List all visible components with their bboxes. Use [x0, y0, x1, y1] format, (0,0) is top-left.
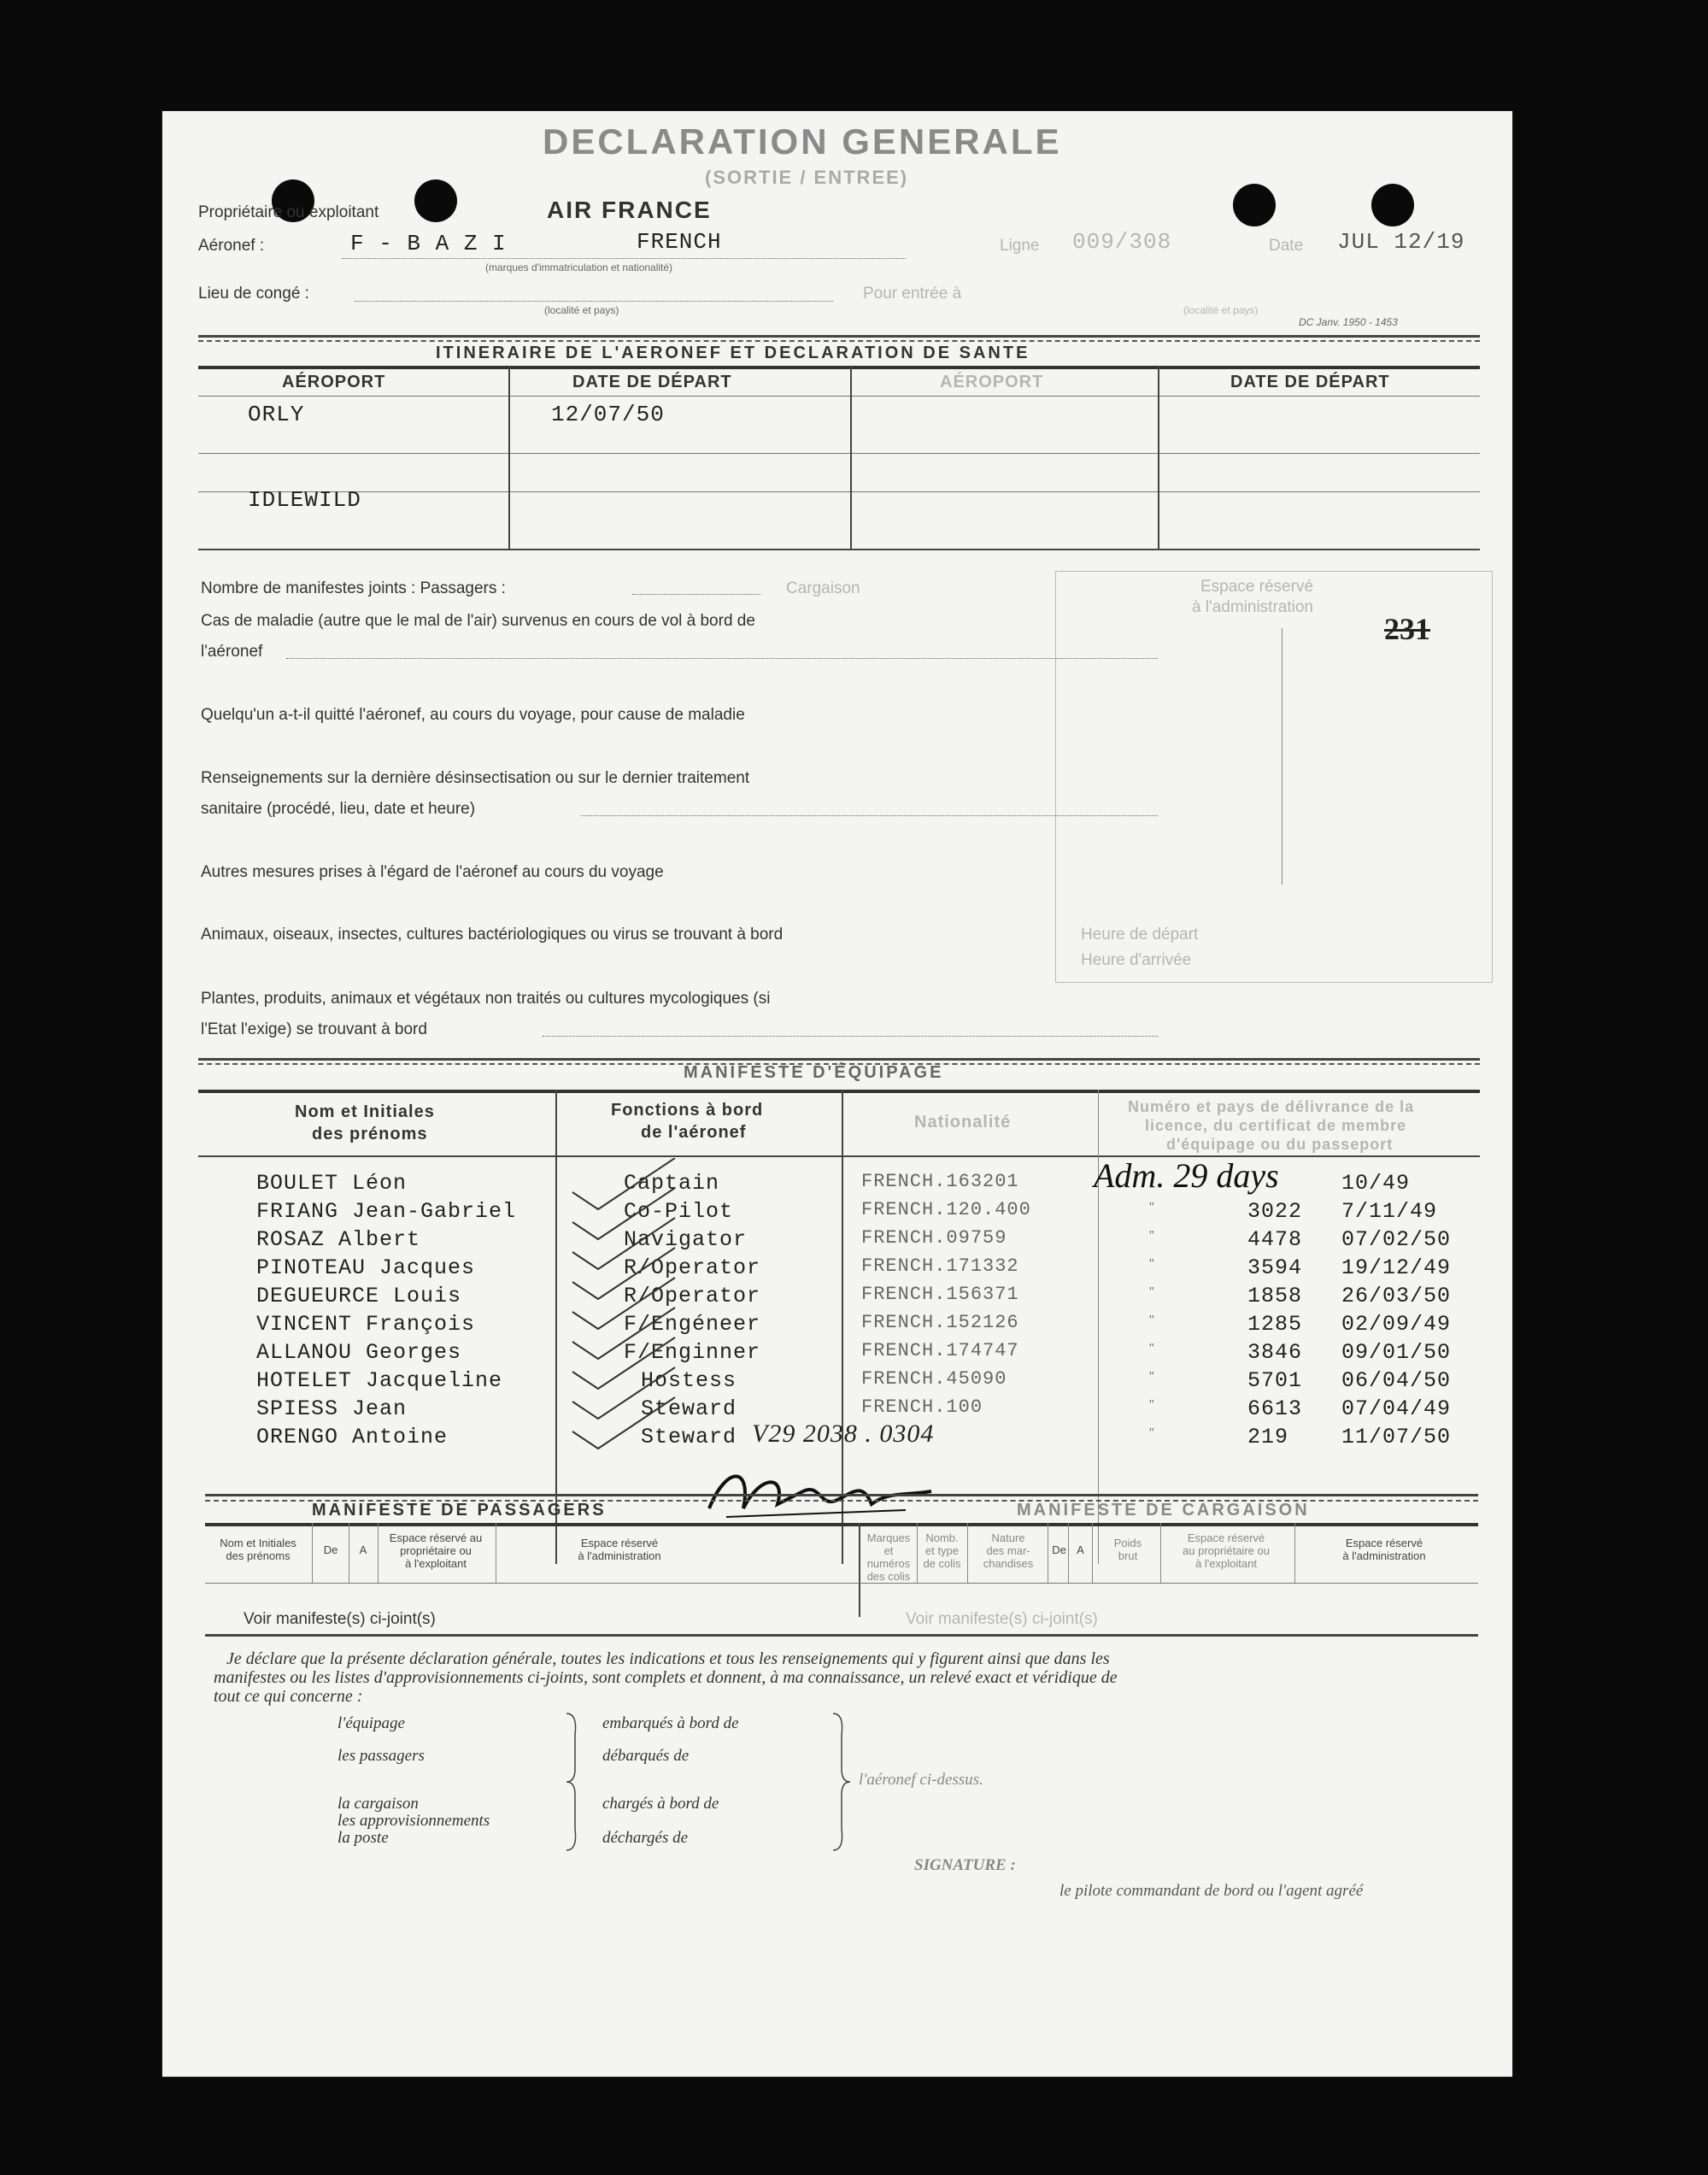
crew-col-name-2: des prénoms [312, 1125, 428, 1143]
crew-nationality: FRENCH.120.400 [861, 1199, 1031, 1220]
pax-col-admin-2: à l'administration [578, 1549, 661, 1562]
col-departure-date: DATE DE DÉPART [572, 373, 732, 391]
crew-function: Navigator [624, 1227, 748, 1252]
cargo-col-nature-3: chandises [983, 1557, 1034, 1570]
admin-space-label-2: à l'administration [1192, 598, 1313, 616]
aircraft-note: (marques d'immatriculation et nationalité) [485, 262, 673, 273]
cargo-col-from: De [1052, 1543, 1066, 1556]
document-page [162, 111, 1512, 2077]
cargo-see-attached: Voir manifeste(s) ci-joint(s) [906, 1610, 1098, 1628]
crew-number: 5701 [1247, 1368, 1303, 1393]
cargo-count-label: Cargaison [786, 579, 860, 597]
cargo-col-count-2: et type [924, 1544, 960, 1557]
illness-question-2: l'aéronef [201, 643, 263, 661]
signer-label: le pilote commandant de bord ou l'agent agréé [1059, 1882, 1364, 1900]
crew-date: 19/12/49 [1341, 1255, 1452, 1280]
cargo-col-count-1: Nomb. [925, 1531, 959, 1544]
cargo-col-weight [1098, 1537, 1158, 1562]
arrival-time-label: Heure d'arrivée [1081, 951, 1192, 969]
aircraft-nationality: FRENCH [637, 229, 722, 255]
crew-col-function: Fonctions à bord [611, 1101, 764, 1120]
col-airport: AÉROPORT [282, 373, 386, 391]
cargo-col-weight-1: Poids [1113, 1537, 1142, 1549]
animals-question: Animaux, oiseaux, insectes, cultures bactériologiques ou virus se trouvant à bord [201, 926, 784, 943]
cargo-col-admin [1299, 1537, 1470, 1562]
cargo-col-admin-1: Espace réservé [1345, 1537, 1423, 1549]
punch-hole [414, 179, 457, 222]
line-value: 009/308 [1072, 229, 1172, 255]
pax-see-attached: Voir manifeste(s) ci-joint(s) [244, 1610, 436, 1628]
punch-hole [1371, 184, 1414, 226]
brace-icon [562, 1709, 588, 1855]
crew-ditto: " [1149, 1398, 1154, 1413]
decl-loaded: chargés à bord de [602, 1795, 719, 1813]
crew-number: 4478 [1247, 1227, 1303, 1252]
crew-name: FRIANG Jean-Gabriel [256, 1199, 517, 1224]
crew-col-function-2: de l'aéronef [641, 1123, 747, 1142]
crew-ditto: " [1149, 1285, 1154, 1300]
itinerary-airport-1: ORLY [248, 402, 305, 427]
crew-ditto: " [1149, 1370, 1154, 1384]
disinsection-question-2: sanitaire (procédé, lieu, date et heure) [201, 800, 476, 818]
crew-name: ROSAZ Albert [256, 1227, 421, 1252]
crew-col-nationality: Nationalité [914, 1113, 1012, 1132]
cargo-col-weight-2: brut [1118, 1549, 1138, 1562]
decl-supplies: les approvisionnements [337, 1812, 490, 1830]
line-label: Ligne [1000, 237, 1040, 255]
pax-col-name-1: Nom et Initiales [220, 1537, 296, 1549]
admin-number: 231 [1384, 612, 1430, 646]
disinsection-question: Renseignements sur la dernière désinsectisation ou sur le dernier traitement [201, 769, 750, 787]
entry-note: (localité et pays) [1183, 304, 1259, 316]
illness-question: Cas de maladie (autre que le mal de l'air) survenus en cours de vol à bord de [201, 612, 755, 630]
crew-ditto: " [1149, 1426, 1154, 1441]
crew-nationality: FRENCH.09759 [861, 1227, 1007, 1249]
crew-date: 02/09/49 [1341, 1312, 1452, 1337]
page-title: DECLARATION GENERALE [543, 121, 1062, 162]
decl-mail: la poste [337, 1829, 389, 1847]
crew-number: 1285 [1247, 1312, 1303, 1337]
crew-date: 10/49 [1341, 1171, 1411, 1196]
crew-col-license: Numéro et pays de délivrance de la [1128, 1098, 1415, 1115]
check-marks-icon [564, 1158, 718, 1474]
crew-date: 7/11/49 [1341, 1199, 1438, 1224]
crew-col-license-2: licence, du certificat de membre [1145, 1117, 1407, 1134]
crew-function: F/Engéneer [624, 1312, 761, 1337]
admin-space-label: Espace réservé [1200, 578, 1314, 596]
crew-col-name: Nom et Initiales [295, 1102, 435, 1121]
cargo-col-nature [970, 1531, 1047, 1570]
declaration-text-3: tout ce qui concerne : [214, 1687, 363, 1706]
crew-number: 3846 [1247, 1340, 1303, 1365]
cargo-col-marks-3: des colis [866, 1570, 911, 1583]
departure-time-label: Heure de départ [1081, 926, 1199, 943]
left-aircraft-question: Quelqu'un a-t-il quitté l'aéronef, au cours du voyage, pour cause de maladie [201, 706, 745, 724]
crew-title: MANIFESTE D'ÉQUIPAGE [684, 1063, 944, 1082]
brace-icon [829, 1709, 854, 1855]
crew-name: BOULET Léon [256, 1171, 408, 1196]
pax-col-owner [380, 1531, 491, 1570]
cargo-col-owner [1162, 1531, 1290, 1570]
crew-number: 3022 [1247, 1199, 1303, 1224]
pax-col-owner-3: à l'exploitant [405, 1557, 467, 1570]
pax-col-admin [500, 1537, 739, 1562]
crew-date: 09/01/50 [1341, 1340, 1452, 1365]
pax-col-name-2: des prénoms [226, 1549, 291, 1562]
cargo-col-owner-3: à l'exploitant [1195, 1557, 1257, 1570]
crew-function: R/Operator [624, 1255, 761, 1280]
passengers-title: MANIFESTE DE PASSAGERS [312, 1501, 607, 1520]
decl-unloaded: déchargés de [602, 1829, 689, 1847]
crew-nationality: FRENCH.156371 [861, 1284, 1019, 1305]
crew-function: Captain [624, 1171, 720, 1196]
crew-ditto: " [1149, 1229, 1154, 1243]
cargo-col-marks-1: Marques [866, 1531, 911, 1544]
crew-nationality: FRENCH.163201 [861, 1171, 1019, 1192]
cargo-col-marks-2: et numéros [866, 1544, 911, 1570]
plants-question: Plantes, produits, animaux et végétaux non traités ou cultures mycologiques (si [201, 990, 771, 1008]
cargo-title: MANIFESTE DE CARGAISON [1017, 1501, 1310, 1520]
crew-nationality: FRENCH.100 [861, 1396, 983, 1418]
crew-ditto: " [1149, 1314, 1154, 1328]
declaration-text-2: manifestes ou les listes d'approvisionnements ci-joints, sont complets et donnent, à ma connaissance, un relevé exact et véridique de [214, 1668, 1118, 1687]
crew-function: Steward [641, 1425, 737, 1449]
handwritten-stamp: Adm. 29 days [1094, 1156, 1279, 1195]
col-departure-date-2: DATE DE DÉPART [1230, 373, 1390, 391]
crew-nationality: FRENCH.152126 [861, 1312, 1019, 1333]
itinerary-date-1: 12/07/50 [551, 402, 665, 427]
decl-crew: l'équipage [337, 1714, 405, 1732]
pax-col-owner-2: propriétaire ou [400, 1544, 472, 1557]
manifests-label: Nombre de manifestes joints : Passagers : [201, 579, 506, 597]
crew-name: SPIESS Jean [256, 1396, 408, 1421]
cargo-col-count-3: de colis [923, 1557, 961, 1570]
crew-nationality: FRENCH.45090 [861, 1368, 1007, 1390]
punch-hole [1233, 184, 1276, 226]
crew-date: 07/04/49 [1341, 1396, 1452, 1421]
page-subtitle: (SORTIE / ENTREE) [705, 167, 909, 188]
crew-ditto: " [1149, 1257, 1154, 1272]
crew-nationality: V29 2038 . 0304 [752, 1420, 935, 1448]
crew-number: 3594 [1247, 1255, 1303, 1280]
pax-col-from: De [323, 1543, 338, 1556]
crew-date: 07/02/50 [1341, 1227, 1452, 1252]
cargo-col-count [919, 1531, 966, 1570]
owner-label: Propriétaire ou exploitant [198, 203, 379, 221]
crew-function: R/Operator [624, 1284, 761, 1308]
cargo-col-owner-1: Espace réservé [1187, 1531, 1265, 1544]
crew-name: VINCENT François [256, 1312, 476, 1337]
cargo-col-marks [863, 1531, 914, 1583]
aircraft-registration: F - B A Z I [350, 231, 507, 256]
cargo-col-admin-2: à l'administration [1342, 1549, 1426, 1562]
aircraft-label: Aéronef : [198, 237, 265, 255]
cargo-col-nature-2: des mar- [986, 1544, 1030, 1557]
crew-function: F/Enginner [624, 1340, 761, 1365]
crew-name: DEGUEURCE Louis [256, 1284, 462, 1308]
cargo-col-owner-2: au propriétaire ou [1183, 1544, 1270, 1557]
crew-date: 26/03/50 [1341, 1284, 1452, 1308]
leave-label: Lieu de congé : [198, 285, 309, 303]
entry-label: Pour entrée à [863, 285, 962, 303]
pax-col-to: A [359, 1543, 367, 1556]
date-label: Date [1269, 237, 1304, 255]
crew-ditto: " [1149, 1201, 1154, 1215]
decl-passengers: les passagers [337, 1747, 425, 1765]
plants-question-2: l'Etat l'exige) se trouvant à bord [201, 1020, 427, 1038]
crew-number: 6613 [1247, 1396, 1303, 1421]
other-measures-question: Autres mesures prises à l'égard de l'aéronef au cours du voyage [201, 863, 664, 881]
crew-nationality: FRENCH.174747 [861, 1340, 1019, 1361]
itinerary-title: ITINERAIRE DE L'AERONEF ET DECLARATION DE SANTE [436, 344, 1030, 362]
cargo-col-to: A [1077, 1543, 1084, 1556]
crew-nationality: FRENCH.171332 [861, 1255, 1019, 1277]
pax-col-admin-1: Espace réservé [580, 1537, 659, 1549]
cargo-col-nature-1: Nature [991, 1531, 1025, 1544]
crew-ditto: " [1149, 1342, 1154, 1356]
crew-number: 1858 [1247, 1284, 1303, 1308]
crew-name: PINOTEAU Jacques [256, 1255, 476, 1280]
signature-label: SIGNATURE : [914, 1856, 1016, 1874]
decl-aircraft-above: l'aéronef ci-dessus. [859, 1771, 983, 1789]
owner-value: AIR FRANCE [547, 197, 712, 223]
form-code: DC Janv. 1950 - 1453 [1299, 316, 1398, 328]
pax-col-name [207, 1537, 309, 1562]
crew-date: 06/04/50 [1341, 1368, 1452, 1393]
decl-embarked: embarqués à bord de [602, 1714, 739, 1732]
crew-function: Steward [641, 1396, 737, 1421]
itinerary-airport-2: IDLEWILD [248, 487, 361, 513]
declaration-text: Je déclare que la présente déclaration générale, toutes les indications et tous les renseignements qui y figurent ainsi que dans les [226, 1649, 1110, 1668]
crew-date: 11/07/50 [1341, 1425, 1452, 1449]
crew-number: 219 [1247, 1425, 1289, 1449]
decl-cargo: la cargaison [337, 1795, 419, 1813]
date-value: JUL 12/19 [1337, 229, 1465, 255]
col-airport-2: AÉROPORT [940, 373, 1044, 391]
crew-name: ORENGO Antoine [256, 1425, 449, 1449]
pax-col-owner-1: Espace réservé au [389, 1531, 483, 1544]
crew-name: HOTELET Jacqueline [256, 1368, 503, 1393]
decl-disembarked: débarqués de [602, 1747, 690, 1765]
crew-function: Co-Pilot [624, 1199, 734, 1224]
crew-function: Hostess [641, 1368, 737, 1393]
leave-note: (localité et pays) [544, 304, 619, 316]
crew-name: ALLANOU Georges [256, 1340, 462, 1365]
crew-col-license-3: d'équipage ou du passeport [1166, 1136, 1394, 1153]
